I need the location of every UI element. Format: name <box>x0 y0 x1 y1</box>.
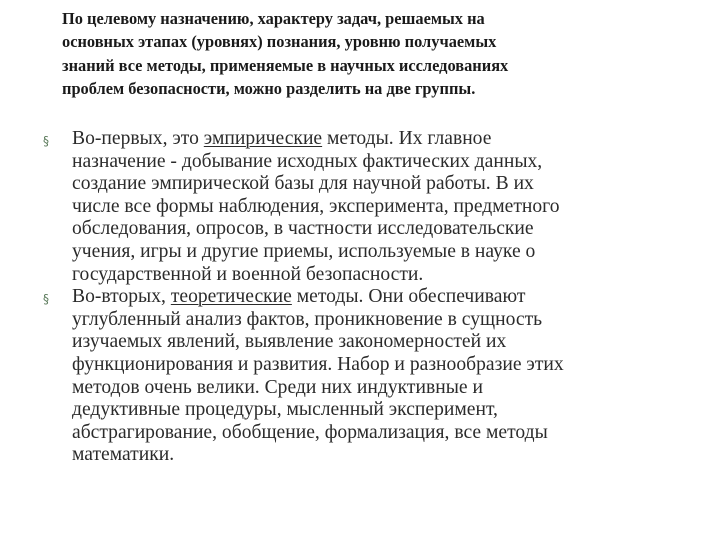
text-line: математики. <box>72 444 175 466</box>
text-line: абстрагирование, обобщение, формализация, все методы <box>72 421 548 443</box>
item-prefix: Во-вторых, <box>72 286 171 308</box>
text-line: учения, игры и другие приемы, используемые в науке о <box>72 240 536 262</box>
title-line: По целевому назначению, характеру задач, решаемых на <box>62 9 485 28</box>
term-empirical: эмпирические <box>203 128 323 149</box>
item-prefix: Во-первых, это <box>72 128 204 149</box>
text-line: методов очень велики. Среди них индуктивные и <box>72 376 483 398</box>
text-line: функционирования и развития. Набор и разнообразие этих <box>72 353 564 375</box>
list-item-text <box>72 128 720 286</box>
title-line: основных этапах (уровнях) познания, уровню получаемых <box>62 32 497 52</box>
text-line: назначение - добывание исходных фактических данных, <box>72 150 543 172</box>
text-line: изучаемых явлений, выявление закономерностей их <box>72 331 507 353</box>
bullet-list <box>0 128 720 467</box>
text-line <box>72 128 720 151</box>
list-item-empirical <box>0 128 720 286</box>
text-line <box>72 286 720 309</box>
square-bullet-icon: § <box>43 292 49 307</box>
square-bullet-icon: § <box>43 134 49 148</box>
text-line: числе все формы наблюдения, эксперимента, предметного <box>72 195 560 217</box>
term-theoretical: теоретические <box>170 286 292 308</box>
text-line: обследования, опросов, в частности исследовательские <box>72 218 534 240</box>
text-line: создание эмпирической базы для научной работы. В их <box>72 173 534 195</box>
item-first-line-rest: методы. Их главное <box>322 128 492 149</box>
list-item-theoretical <box>0 286 720 467</box>
title-line: знаний все методы, применяемые в научных исследованиях <box>62 55 509 75</box>
text-line: государственной и военной безопасности. <box>72 263 424 285</box>
list-item-text <box>72 286 720 467</box>
title-line: проблем безопасности, можно разделить на две группы. <box>62 79 476 99</box>
item-first-line-rest: методы. Они обеспечивают <box>291 286 526 308</box>
text-line: дедуктивные процедуры, мысленный эксперимент, <box>72 399 498 421</box>
text-line: углубленный анализ фактов, проникновение в сущность <box>72 308 543 330</box>
slide-title <box>62 7 682 101</box>
